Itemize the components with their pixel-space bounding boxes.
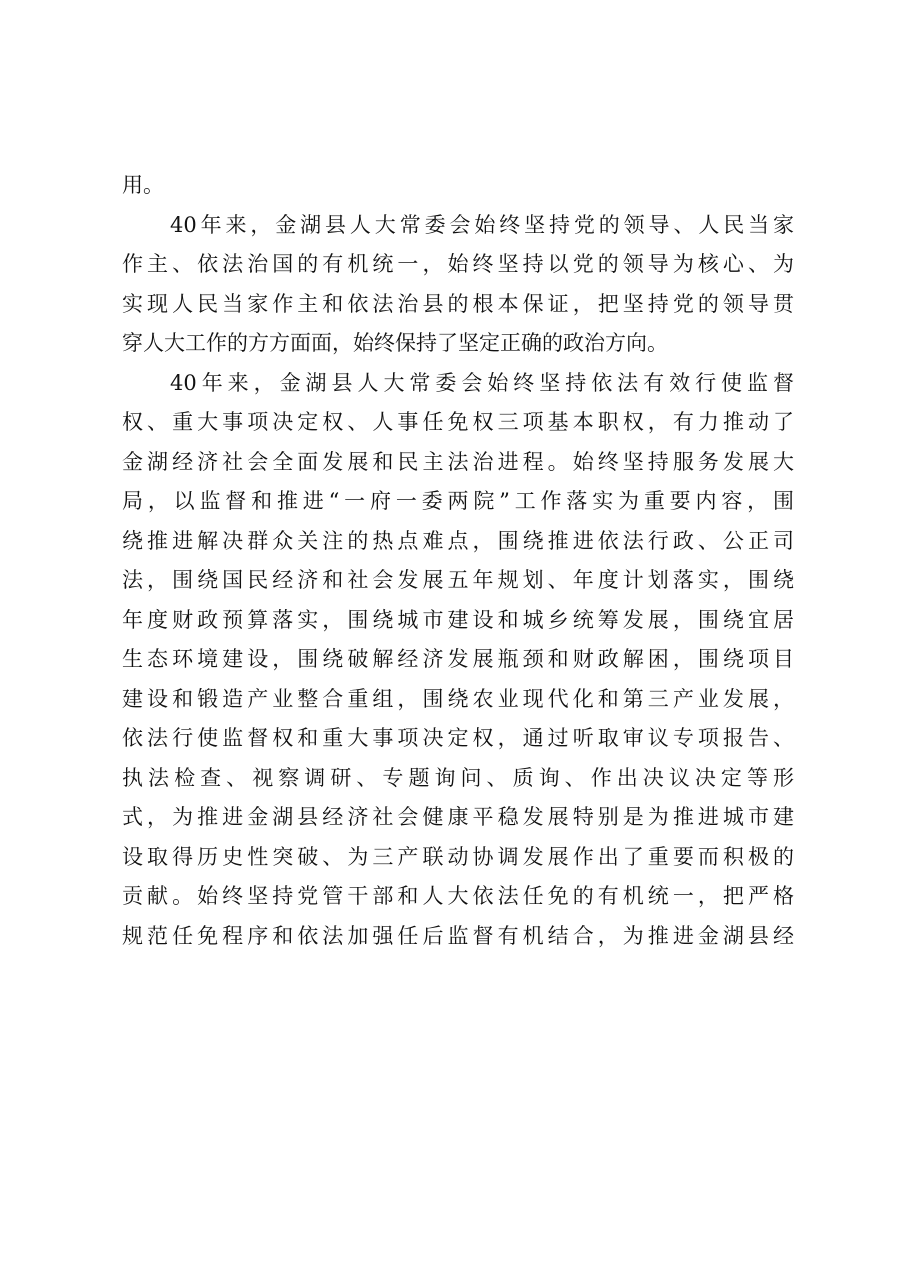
paragraph-line: 权、重大事项决定权、人事任免权三项基本职权，有力推动了 bbox=[122, 410, 794, 434]
paragraph-line: 执法检查、视察调研、专题询问、质询、作出决议决定等形 bbox=[122, 765, 794, 790]
paragraph-line: 金湖经济社会全面发展和民主法治进程。始终坚持服务发展大 bbox=[122, 449, 794, 474]
paragraph-line: 实现人民当家作主和依法治县的根本保证，把坚持党的领导贯 bbox=[122, 291, 794, 316]
paragraph-line: 法，围绕国民经济和社会发展五年规划、年度计划落实，围绕 bbox=[122, 568, 794, 592]
paragraph-line: 规范任免程序和依法加强任后监督有机结合，为推进金湖县经 bbox=[122, 923, 794, 948]
paragraph-line: 绕推进解决群众关注的热点难点，围绕推进依法行政、公正司 bbox=[122, 528, 794, 553]
paragraph-line: 40年来，金湖县人大常委会始终坚持依法有效行使监督 bbox=[170, 370, 794, 395]
paragraph-line: 穿人大工作的方方面面，始终保持了坚定正确的政治方向。 bbox=[122, 331, 668, 355]
paragraph-line: 作主、依法治国的有机统一，始终坚持以党的领导为核心、为 bbox=[122, 252, 794, 276]
paragraph-line: 生态环境建设，围绕破解经济发展瓶颈和财政解困，围绕项目 bbox=[122, 647, 794, 671]
document-body bbox=[122, 166, 794, 956]
paragraph-line: 用。 bbox=[122, 173, 164, 197]
paragraph-line: 建设和锻造产业整合重组，围绕农业现代化和第三产业发展， bbox=[122, 686, 794, 711]
paragraph-line: 依法行使监督权和重大事项决定权，通过听取审议专项报告、 bbox=[122, 726, 794, 750]
paragraph-line: 贡献。始终坚持党管干部和人大依法任免的有机统一，把严格 bbox=[122, 884, 794, 908]
paragraph-line: 40年来，金湖县人大常委会始终坚持党的领导、人民当家 bbox=[170, 212, 794, 237]
paragraph-line: 式，为推进金湖县经济社会健康平稳发展特别是为推进城市建 bbox=[122, 805, 794, 829]
paragraph-line: 局，以监督和推进“一府一委两院”工作落实为重要内容，围 bbox=[122, 489, 794, 513]
paragraph-line: 设取得历史性突破、为三产联动协调发展作出了重要而积极的 bbox=[122, 844, 794, 869]
paragraph-line: 年度财政预算落实，围绕城市建设和城乡统筹发展，围绕宜居 bbox=[122, 607, 794, 632]
